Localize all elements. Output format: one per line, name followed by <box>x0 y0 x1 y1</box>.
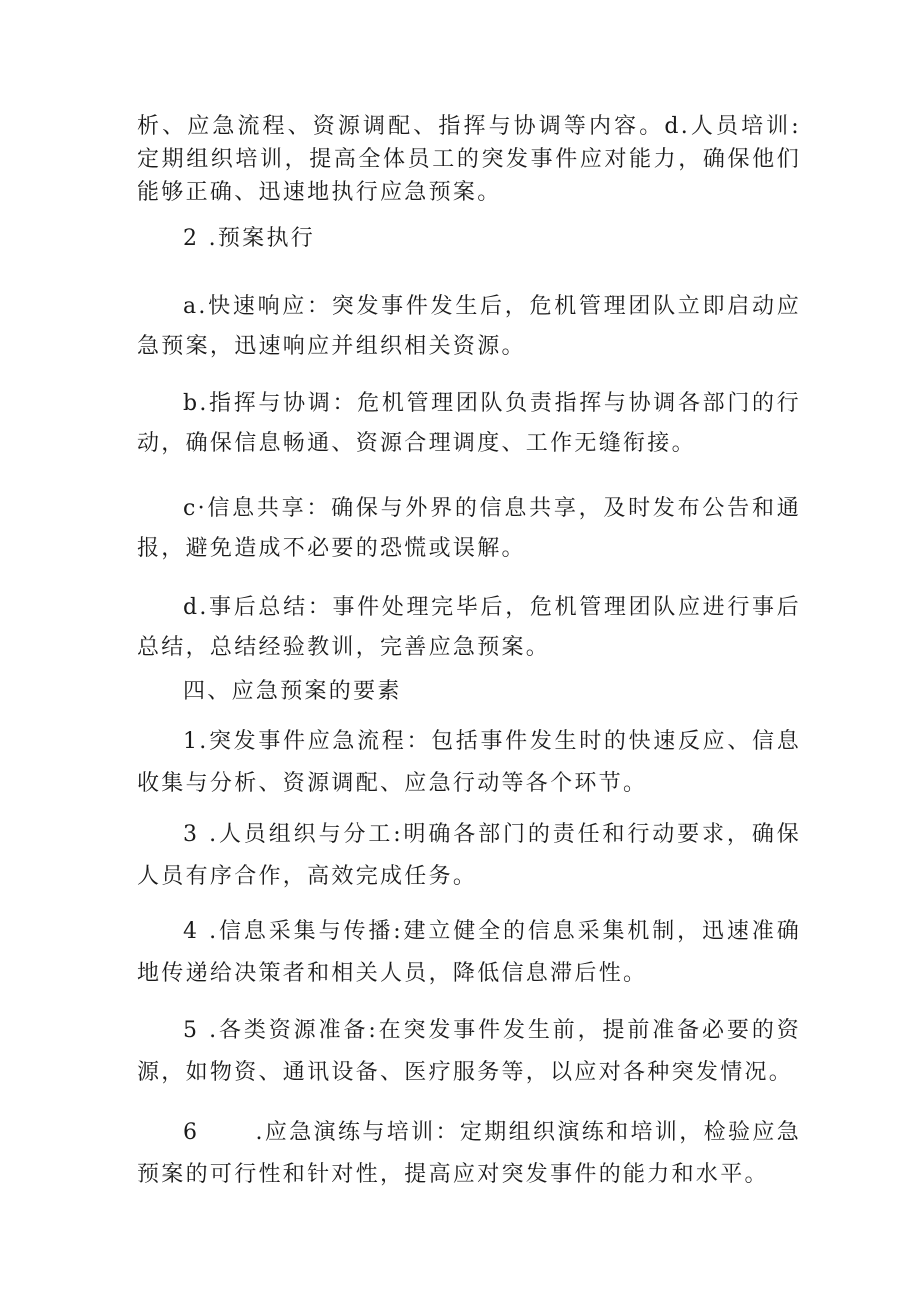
paragraph-information-sharing: c·信息共享：确保与外界的信息共享，及时发布公告和通报，避免造成不必要的恐慌或误解。 <box>137 496 801 561</box>
section-heading-plan-execution: 2 .预案执行 <box>183 226 316 251</box>
paragraph-resource-preparation: 5 .各类资源准备:在突发事件发生前，提前准备必要的资源，如物资、通讯设备、医疗服务等，以应对各种突发情况。 <box>137 1018 801 1085</box>
paragraph-command-coordination: b.指挥与协调：危机管理团队负责指挥与协调各部门的行动，确保信息畅通、资源合理调度、工作无缝衔接。 <box>137 391 801 456</box>
paragraph-quick-response: a.快速响应：突发事件发生后，危机管理团队立即启动应急预案，迅速响应并组织相关资源。 <box>137 294 801 359</box>
section-heading-plan-elements: 四、应急预案的要素 <box>183 679 402 704</box>
paragraph-training: 析、应急流程、资源调配、指挥与协调等内容。d.人员培训:定期组织培训，提高全体员工的突发事件应对能力，确保他们能够正确、迅速地执行应急预案。 <box>137 114 801 205</box>
paragraph-post-event-summary: d.事后总结：事件处理完毕后，危机管理团队应进行事后总结，总结经验教训，完善应急预案。 <box>137 595 801 660</box>
paragraph-information-collection: 4 .信息采集与传播:建立健全的信息采集机制，迅速准确地传递给决策者和相关人员，降低信息滞后性。 <box>137 919 801 986</box>
paragraph-emergency-process: 1.突发事件应急流程：包括事件发生时的快速反应、信息收集与分析、资源调配、应急行动等各个环节。 <box>137 729 801 796</box>
paragraph-drills-training: 6 .应急演练与培训：定期组织演练和培训，检验应急预案的可行性和针对性，提高应对突发事件的能力和水平。 <box>137 1120 801 1187</box>
paragraph-personnel-organization: 3 .人员组织与分工:明确各部门的责任和行动要求，确保人员有序合作，高效完成任务。 <box>137 822 801 889</box>
